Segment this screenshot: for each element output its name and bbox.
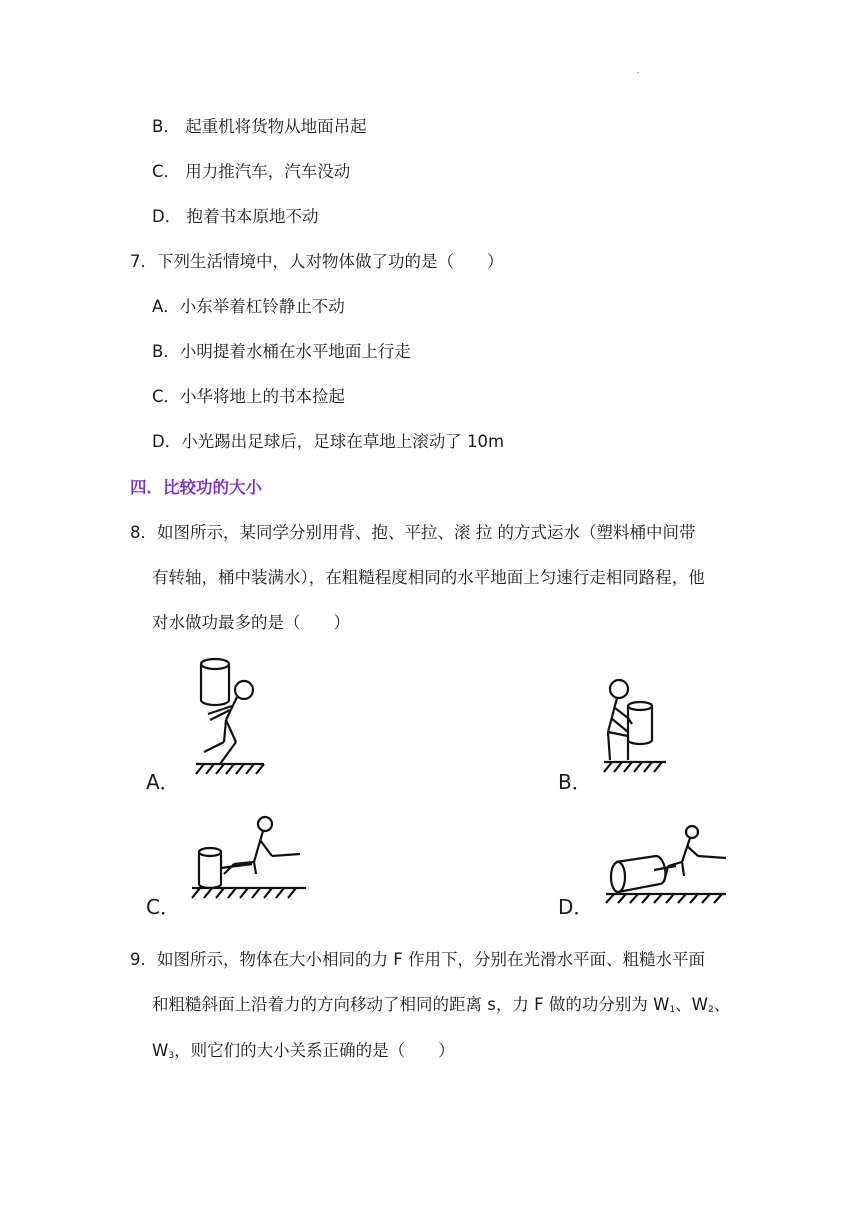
figure-a-drawing — [190, 656, 270, 776]
q9-sub-3: 3 — [168, 1051, 175, 1061]
q9-stem-line1: 9．如图所示，物体在大小相同的力 F 作用下，分别在光滑水平面、粗糙水平面 — [130, 950, 705, 969]
q6-option-b: B． 起重机将货物从地面吊起 — [152, 117, 367, 136]
figure-d-label: D． — [558, 895, 594, 919]
page-dot: . — [637, 66, 640, 75]
q9-stem-line3 — [152, 1040, 455, 1067]
q8-stem-line2: 有转轴，桶中装满水），在粗糙程度相同的水平地面上匀速行走相同路程，他 — [152, 568, 705, 587]
q9-sep-1: 、W — [675, 995, 708, 1014]
q9-line3-w: W — [152, 1041, 169, 1060]
q7-option-c: C．小华将地上的书本捡起 — [152, 387, 346, 406]
figure-b-label: B． — [558, 770, 592, 794]
q8-stem-line1: 8．如图所示，某同学分别用背、抱、平拉、滚 拉 的方式运水（塑料桶中间带 — [130, 523, 696, 542]
q6-option-d: D． 抱着书本原地不动 — [152, 207, 319, 226]
q7-option-b: B．小明提着水桶在水平地面上行走 — [152, 342, 411, 361]
q9-line3-text: ，则它们的大小关系正确的是（ ） — [174, 1041, 455, 1060]
figure-c-drawing — [190, 812, 310, 904]
figure-d-drawing — [604, 822, 728, 904]
q9-line2-text: 和粗糙斜面上沿着力的方向移动了相同的距离 s，力 F 做的功分别为 W — [152, 995, 670, 1014]
q6-option-c: C． 用力推汽车，汽车没动 — [152, 162, 351, 181]
q7-stem: 7．下列生活情境中，人对物体做了功的是（ ） — [130, 252, 504, 271]
q9-stem-line2 — [152, 994, 730, 1021]
q7-option-a: A．小东举着杠铃静止不动 — [152, 297, 345, 316]
section-heading: 四．比较功的大小 — [130, 478, 262, 497]
figure-a-label: A． — [146, 770, 180, 794]
figure-b-drawing — [598, 678, 668, 778]
q9-sep-2: 、 — [713, 995, 731, 1014]
q7-option-d: D．小光踢出足球后，足球在草地上滚动了 10m — [152, 432, 505, 451]
q8-stem-line3: 对水做功最多的是（ ） — [152, 613, 350, 632]
q9-sub-1: 1 — [669, 1005, 676, 1015]
q9-sub-2: 2 — [707, 1005, 714, 1015]
figure-c-label: C． — [146, 895, 180, 919]
